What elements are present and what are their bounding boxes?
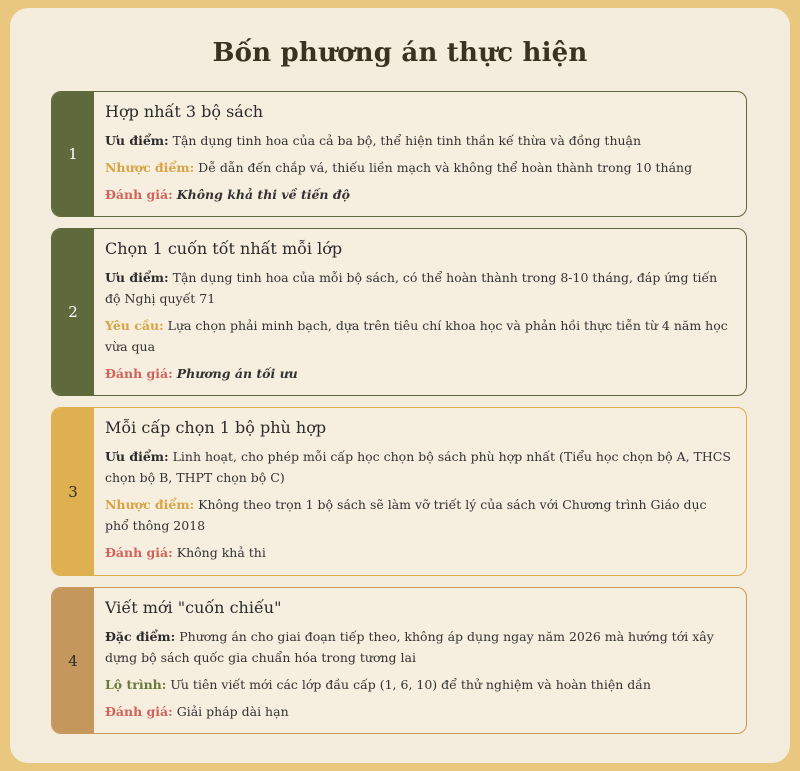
evaluation-label: Đánh giá: [105,545,173,560]
option-body [94,588,746,733]
option-number: 3 [52,408,94,575]
evaluation-text: Không khả thi về tiến độ [176,187,350,202]
evaluation-label: Đánh giá: [105,704,173,719]
evaluation-text: Giải pháp dài hạn [176,704,289,719]
option-card-4 [51,587,747,734]
evaluation-text: Không khả thi [176,545,266,560]
content-panel [10,8,790,763]
disadvantage-label: Nhược điểm: [105,497,195,512]
option-title: Viết mới "cuốn chiếu" [105,598,282,617]
option-card-2 [51,228,747,396]
option-number: 1 [52,92,94,216]
evaluation-label: Đánh giá: [105,366,173,381]
option-title: Hợp nhất 3 bộ sách [105,102,264,121]
advantage-line [105,446,734,488]
advantage-text: Tận dụng tinh hoa của cả ba bộ, thể hiện tinh thần kế thừa và đồng thuận [172,133,642,148]
option-number: 2 [52,229,94,395]
page-title: Bốn phương án thực hiện [212,38,588,68]
advantage-label: Ưu điểm: [105,270,169,285]
option-title: Mỗi cấp chọn 1 bộ phù hợp [105,418,327,437]
feature-label: Đặc điểm: [105,629,176,644]
evaluation-text: Phương án tối ưu [176,366,298,381]
disadvantage-line [105,494,734,536]
roadmap-line [105,674,734,695]
option-body [94,408,746,575]
advantage-line [105,130,734,151]
evaluation-line [105,363,734,384]
disadvantage-line [105,157,734,178]
advantage-label: Ưu điểm: [105,449,169,464]
feature-line [105,626,734,668]
roadmap-label: Lộ trình: [105,677,167,692]
advantage-text: Tận dụng tinh hoa của mỗi bộ sách, có thể hoàn thành trong 8-10 tháng, đáp ứng tiến độ Nghị quyết 71 [105,270,718,306]
evaluation-line [105,184,734,205]
option-title: Chọn 1 cuốn tốt nhất mỗi lớp [105,239,343,258]
disadvantage-text: Không theo trọn 1 bộ sách sẽ làm vỡ triết lý của sách với Chương trình Giáo dục phổ thông 2018 [105,497,707,533]
roadmap-text: Ưu tiên viết mới các lớp đầu cấp (1, 6, 10) để thử nghiệm và hoàn thiện dần [170,677,651,692]
advantage-label: Ưu điểm: [105,133,169,148]
evaluation-label: Đánh giá: [105,187,173,202]
requirement-label: Yêu cầu: [105,318,164,333]
requirement-text: Lựa chọn phải minh bạch, dựa trên tiêu chí khoa học và phản hồi thực tiễn từ 4 năm học vừa qua [105,318,728,354]
option-number: 4 [52,588,94,733]
feature-text: Phương án cho giai đoạn tiếp theo, không áp dụng ngay năm 2026 mà hướng tới xây dựng bộ sách quốc gia chuẩn hóa trong tương lai [105,629,714,665]
option-card-3 [51,407,747,576]
evaluation-line [105,542,734,563]
disadvantage-label: Nhược điểm: [105,160,195,175]
option-body [94,92,746,216]
disadvantage-text: Dễ dẫn đến chắp vá, thiếu liền mạch và không thể hoàn thành trong 10 tháng [198,160,693,175]
option-body [94,229,746,395]
option-card-1 [51,91,747,217]
advantage-text: Linh hoạt, cho phép mỗi cấp học chọn bộ sách phù hợp nhất (Tiểu học chọn bộ A, THCS chọn bộ B, THPT chọn bộ C) [105,449,731,485]
evaluation-line [105,701,734,722]
requirement-line [105,315,734,357]
advantage-line [105,267,734,309]
